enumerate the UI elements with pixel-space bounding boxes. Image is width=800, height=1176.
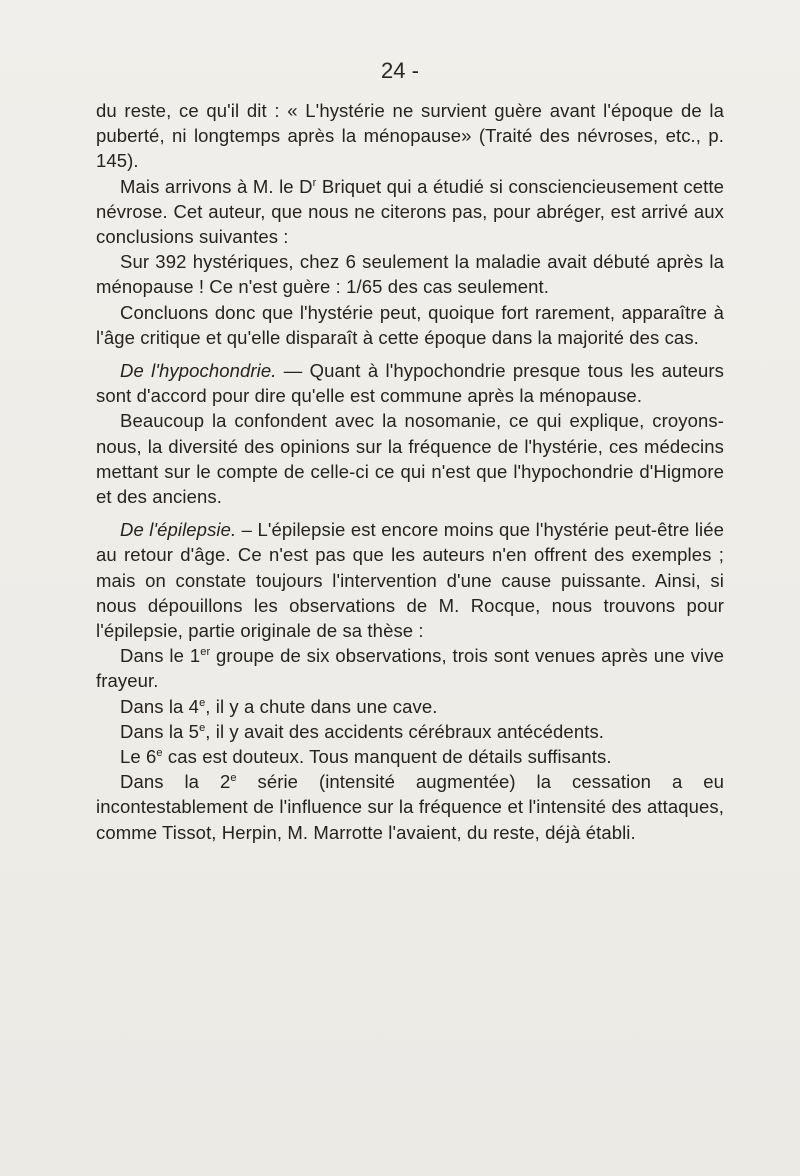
paragraph-text: Dans la 4 bbox=[120, 695, 200, 717]
superscript: e bbox=[199, 721, 206, 734]
paragraph-text: série (intensité augmentée) la cessation a eu incontestablement de l'influence sur la fréquence et l'intensité des attaques, comme Tissot, Herpin, M. Marrotte l'avaient, du reste, déjà établi. bbox=[96, 771, 724, 843]
paragraph bbox=[96, 694, 724, 719]
paragraph-text: Dans le 1 bbox=[120, 645, 201, 667]
superscript: e bbox=[230, 772, 237, 785]
paragraph-text: groupe de six observations, trois sont venues après une vive frayeur. bbox=[96, 645, 724, 692]
body-text bbox=[96, 98, 724, 845]
paragraph bbox=[96, 300, 724, 350]
paragraph bbox=[96, 744, 724, 769]
page-number: 24 - bbox=[381, 58, 419, 83]
section-heading: De l'épilepsie. bbox=[120, 519, 237, 541]
paragraph-text: , il y avait des accidents cérébraux antécédents. bbox=[205, 720, 605, 742]
section-paragraph bbox=[96, 517, 724, 643]
paragraph bbox=[96, 174, 724, 250]
paragraph bbox=[96, 719, 724, 744]
paragraph-text: – L'épilepsie est encore moins que l'hystérie peut-être liée au retour d'âge. Ce n'est pas que les auteurs n'en offrent des exemples ; mais on constate toujours l'intervention d'une cause puissante. Ainsi, si nous dépouillons les observations de M. Rocque, nous trouvons pour l'épilepsie, partie originale de sa thèse : bbox=[96, 519, 724, 642]
paragraph-text: Dans la 5 bbox=[120, 720, 200, 742]
paragraph-text: Concluons donc que l'hystérie peut, quoique fort rarement, apparaître à l'âge critique et qu'elle disparaît à cette époque dans la majorité des cas. bbox=[96, 301, 724, 348]
paragraph-text: , il y a chute dans une cave. bbox=[205, 695, 438, 717]
section-paragraph bbox=[96, 358, 724, 408]
paragraph bbox=[96, 643, 724, 693]
paragraph bbox=[96, 249, 724, 299]
paragraph-text: Mais arrivons à M. le D bbox=[120, 175, 313, 197]
superscript: e bbox=[199, 696, 206, 709]
paragraph-text: cas est douteux. Tous manquent de détails suffisants. bbox=[162, 746, 612, 768]
paragraph bbox=[96, 408, 724, 509]
paragraph-text: Sur 392 hystériques, chez 6 seulement la maladie avait débuté après la ménopause ! Ce n'est guère : 1/65 des cas seulement. bbox=[96, 251, 724, 298]
paragraph bbox=[96, 769, 724, 845]
paragraph-text: Beaucoup la confondent avec la nosomanie, ce qui explique, croyons-nous, la diversité des opinions sur la fréquence de l'hystérie, ces médecins mettant sur le compte de celle-ci ce qui n'est que l'hypochondrie d'Higmore et des anciens. bbox=[96, 410, 724, 508]
superscript: r bbox=[312, 176, 317, 189]
superscript: er bbox=[200, 646, 211, 659]
paragraph-text: Le 6 bbox=[120, 746, 157, 768]
section-heading: De l'hypochondrie. bbox=[120, 360, 277, 382]
superscript: e bbox=[156, 746, 163, 759]
paragraph-text: Briquet qui a étudié si consciencieusement cette névrose. Cet auteur, que nous ne citerons pas, pour abréger, est arrivé aux conclusions suivantes : bbox=[96, 175, 724, 248]
paragraph bbox=[96, 98, 724, 174]
paragraph-text: — Quant à l'hypochondrie presque tous les auteurs sont d'accord pour dire qu'elle est commune après la ménopause. bbox=[96, 360, 724, 407]
paragraph-text: du reste, ce qu'il dit : « L'hystérie ne survient guère avant l'époque de la puberté, ni longtemps après la ménopause» (Traité des névroses, etc., p. 145). bbox=[96, 100, 724, 172]
paragraph-text: Dans la 2 bbox=[120, 771, 231, 793]
